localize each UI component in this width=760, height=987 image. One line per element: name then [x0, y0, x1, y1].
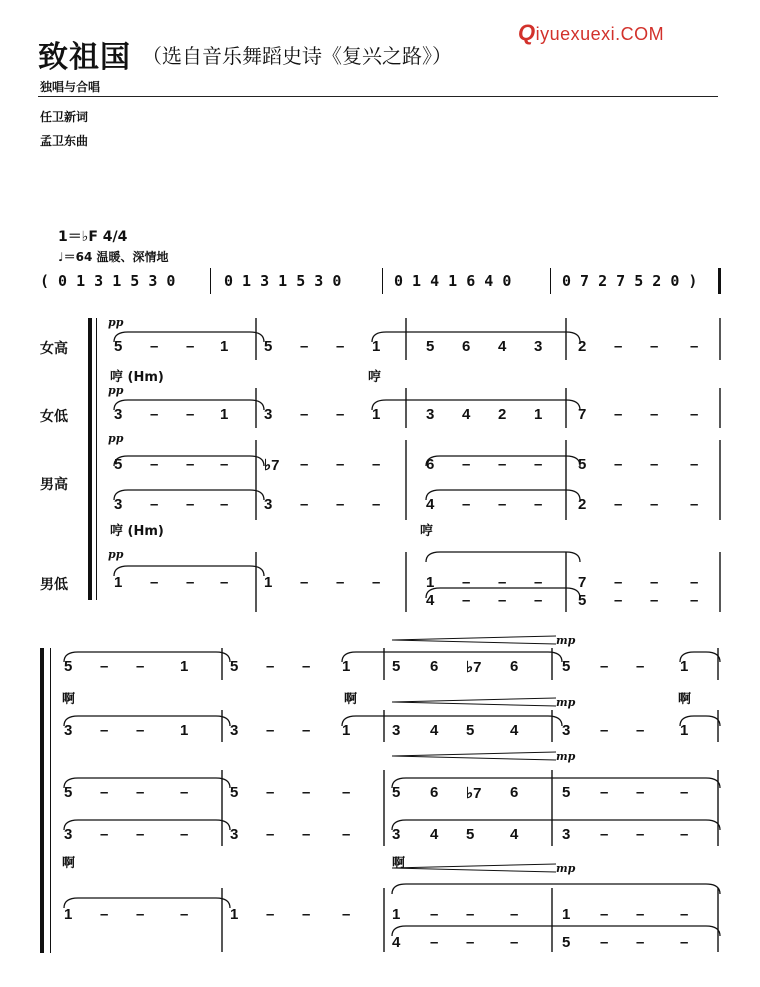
- tempo-marking: ♩＝64 温暖、深情地: [58, 250, 169, 264]
- intro-measure: ( 0 1 3 1 5 3 0: [40, 272, 176, 290]
- note: –: [302, 784, 311, 801]
- note: –: [186, 338, 195, 355]
- note: –: [180, 906, 189, 923]
- note: 4: [498, 338, 507, 355]
- note: 3: [264, 406, 273, 423]
- note: 1: [180, 658, 189, 675]
- key-signature: 1＝♭F 4/4: [58, 229, 128, 245]
- note: –: [300, 338, 309, 355]
- note: –: [690, 496, 699, 513]
- note: 4: [510, 826, 519, 843]
- tie-slur: [64, 652, 230, 662]
- note: –: [342, 906, 351, 923]
- note: 1: [392, 906, 401, 923]
- note: –: [498, 496, 507, 513]
- note: –: [302, 906, 311, 923]
- note: –: [462, 456, 471, 473]
- note: –: [136, 784, 145, 801]
- note: 1: [342, 722, 351, 739]
- note: –: [600, 722, 609, 739]
- intro-measure: 0 7 2 7 5 2 0 ): [562, 272, 698, 290]
- note: 3: [264, 496, 273, 513]
- note: 3: [230, 722, 239, 739]
- note: –: [430, 934, 439, 951]
- crescendo-hairpin: [392, 640, 556, 644]
- note: –: [650, 338, 659, 355]
- note: 5: [578, 592, 587, 609]
- tie-slur: [342, 652, 562, 662]
- note: –: [636, 826, 645, 843]
- note: –: [680, 784, 689, 801]
- note: –: [372, 574, 381, 591]
- tie-slur: [426, 552, 580, 562]
- part-label-alto: 女低: [40, 409, 68, 425]
- note: –: [136, 722, 145, 739]
- note: 3: [392, 722, 401, 739]
- note: –: [100, 784, 109, 801]
- note: ♭7: [466, 659, 482, 676]
- note: –: [498, 592, 507, 609]
- tie-slur: [64, 716, 230, 726]
- note: 4: [430, 826, 439, 843]
- note: 4: [426, 592, 435, 609]
- note: –: [180, 784, 189, 801]
- lyric-hm: 哼 (Hm): [110, 370, 164, 385]
- note: 4: [462, 406, 471, 423]
- note: 5: [114, 456, 123, 473]
- crescendo-hairpin: [392, 702, 556, 706]
- note: 6: [510, 784, 519, 801]
- tie-slur: [426, 490, 580, 500]
- note: –: [266, 906, 275, 923]
- lyric-ah: 啊: [62, 692, 76, 707]
- note: 5: [466, 722, 475, 739]
- note: –: [690, 338, 699, 355]
- note: 4: [392, 934, 401, 951]
- note: 5: [114, 338, 123, 355]
- tie-slur: [342, 716, 562, 726]
- lyric-ah: 啊: [62, 856, 76, 871]
- note: –: [300, 574, 309, 591]
- note: –: [342, 784, 351, 801]
- note: 5: [230, 658, 239, 675]
- note: 4: [426, 496, 435, 513]
- note: –: [680, 934, 689, 951]
- note: –: [150, 406, 159, 423]
- note: 1: [220, 338, 229, 355]
- tie-slur: [372, 400, 580, 410]
- note: –: [220, 574, 229, 591]
- tie-slur: [114, 490, 264, 500]
- note: 6: [430, 784, 439, 801]
- tie-slur: [114, 566, 264, 576]
- note: –: [150, 338, 159, 355]
- note: 5: [426, 338, 435, 355]
- lyric-ah: 啊: [678, 692, 692, 707]
- note: 5: [64, 784, 73, 801]
- watermark-logo: Q: [518, 20, 536, 45]
- note: –: [650, 496, 659, 513]
- lyric-hum: 哼: [420, 524, 434, 539]
- note: –: [600, 934, 609, 951]
- note: –: [220, 496, 229, 513]
- note: –: [462, 592, 471, 609]
- note: ♭7: [466, 785, 482, 802]
- note: –: [300, 496, 309, 513]
- note: 1: [534, 406, 543, 423]
- note: –: [636, 906, 645, 923]
- note: 1: [264, 574, 273, 591]
- note: 3: [114, 406, 123, 423]
- note: 5: [392, 784, 401, 801]
- lyric-hm: 哼 (Hm): [110, 524, 164, 539]
- dynamic-mark: mp: [556, 750, 576, 763]
- note: 6: [430, 658, 439, 675]
- lyric-hum: 哼: [368, 370, 382, 385]
- tie-slur: [426, 588, 580, 598]
- note: –: [680, 906, 689, 923]
- note: –: [266, 722, 275, 739]
- note: 5: [578, 456, 587, 473]
- note: –: [136, 826, 145, 843]
- note: 7: [578, 406, 587, 423]
- note: –: [636, 934, 645, 951]
- part-label-soprano: 女高: [40, 341, 68, 357]
- note: 5: [392, 658, 401, 675]
- note: –: [510, 934, 519, 951]
- note: –: [614, 592, 623, 609]
- note: –: [462, 574, 471, 591]
- note: –: [302, 722, 311, 739]
- dynamic-mark: mp: [556, 862, 576, 875]
- dynamic-mark: mp: [556, 634, 576, 647]
- tie-slur: [392, 820, 720, 830]
- note: –: [614, 338, 623, 355]
- note: 5: [264, 338, 273, 355]
- note: 3: [392, 826, 401, 843]
- note: 4: [510, 722, 519, 739]
- note: –: [650, 456, 659, 473]
- tie-slur: [680, 716, 720, 726]
- dynamic-mark: mp: [556, 696, 576, 709]
- part-label-bass: 男低: [40, 577, 68, 593]
- crescendo-hairpin: [392, 636, 556, 640]
- part-label-tenor: 男高: [40, 477, 68, 493]
- note: 6: [462, 338, 471, 355]
- note: 2: [578, 338, 587, 355]
- note: 3: [426, 406, 435, 423]
- note: –: [100, 906, 109, 923]
- note: 1: [230, 906, 239, 923]
- dynamic-mark: pp: [108, 548, 124, 561]
- note: –: [466, 906, 475, 923]
- note: 1: [342, 658, 351, 675]
- note: –: [534, 574, 543, 591]
- lyric-ah: 啊: [344, 692, 358, 707]
- dynamic-mark: pp: [108, 432, 124, 445]
- note: –: [600, 658, 609, 675]
- note: –: [100, 826, 109, 843]
- note: –: [534, 592, 543, 609]
- note: –: [100, 722, 109, 739]
- note: 6: [426, 456, 435, 473]
- note: –: [636, 658, 645, 675]
- note: –: [336, 456, 345, 473]
- note: –: [150, 496, 159, 513]
- note: –: [510, 906, 519, 923]
- note: 5: [562, 934, 571, 951]
- tie-slur: [114, 456, 264, 466]
- note: –: [186, 406, 195, 423]
- tie-slur: [64, 778, 230, 788]
- note: –: [498, 456, 507, 473]
- intro-measure: 0 1 3 1 5 3 0: [224, 272, 342, 290]
- tie-slur: [64, 898, 230, 908]
- note: –: [186, 574, 195, 591]
- note: –: [186, 496, 195, 513]
- note: –: [302, 826, 311, 843]
- note: 1: [220, 406, 229, 423]
- note: 2: [578, 496, 587, 513]
- note: –: [636, 722, 645, 739]
- note: 3: [562, 826, 571, 843]
- note: ♭7: [264, 457, 280, 474]
- note: –: [690, 592, 699, 609]
- note: –: [650, 592, 659, 609]
- note: 1: [372, 406, 381, 423]
- note: –: [186, 456, 195, 473]
- note: 5: [562, 658, 571, 675]
- composer-credit: 孟卫东曲: [40, 134, 89, 148]
- note: 5: [466, 826, 475, 843]
- note: –: [614, 456, 623, 473]
- tie-slur: [64, 820, 230, 830]
- note: –: [342, 826, 351, 843]
- note: –: [336, 574, 345, 591]
- dynamic-mark: pp: [108, 384, 124, 397]
- note: –: [462, 496, 471, 513]
- note: 1: [680, 658, 689, 675]
- note: 7: [578, 574, 587, 591]
- note: –: [614, 574, 623, 591]
- note: –: [336, 338, 345, 355]
- note: –: [650, 406, 659, 423]
- note: –: [466, 934, 475, 951]
- crescendo-hairpin: [392, 698, 556, 702]
- note: –: [614, 406, 623, 423]
- note: 3: [114, 496, 123, 513]
- note: 5: [230, 784, 239, 801]
- note: –: [266, 784, 275, 801]
- tie-slur: [114, 332, 264, 342]
- note: –: [372, 456, 381, 473]
- note: –: [600, 784, 609, 801]
- note: 3: [64, 722, 73, 739]
- crescendo-hairpin: [392, 864, 556, 868]
- note: –: [136, 658, 145, 675]
- note: 6: [510, 658, 519, 675]
- note: –: [150, 574, 159, 591]
- tie-slur: [392, 884, 720, 894]
- intro-measure: 0 1 4 1 6 4 0: [394, 272, 512, 290]
- note: –: [636, 784, 645, 801]
- tie-slur: [392, 926, 720, 936]
- note: 3: [562, 722, 571, 739]
- note: –: [690, 456, 699, 473]
- note: –: [498, 574, 507, 591]
- note: –: [372, 496, 381, 513]
- note: –: [600, 826, 609, 843]
- tie-slur: [680, 652, 720, 662]
- song-title: 致祖国: [38, 40, 131, 75]
- tie-slur: [426, 456, 580, 466]
- note: 3: [230, 826, 239, 843]
- note: 5: [64, 658, 73, 675]
- note: –: [650, 574, 659, 591]
- note: –: [336, 496, 345, 513]
- note: –: [150, 456, 159, 473]
- note: –: [266, 658, 275, 675]
- note: –: [690, 574, 699, 591]
- note: –: [600, 906, 609, 923]
- note: 4: [430, 722, 439, 739]
- note: –: [300, 406, 309, 423]
- note: 1: [426, 574, 435, 591]
- note: –: [266, 826, 275, 843]
- song-subtitle: （选自音乐舞蹈史诗《复兴之路》）: [142, 44, 452, 68]
- note: –: [180, 826, 189, 843]
- note: –: [534, 456, 543, 473]
- performance-form: 独唱与合唱: [40, 80, 101, 94]
- note: 1: [562, 906, 571, 923]
- note: 1: [64, 906, 73, 923]
- crescendo-hairpin: [392, 756, 556, 760]
- note: –: [136, 906, 145, 923]
- note: –: [534, 496, 543, 513]
- note: –: [430, 906, 439, 923]
- note: 5: [562, 784, 571, 801]
- note: –: [680, 826, 689, 843]
- note: 1: [180, 722, 189, 739]
- crescendo-hairpin: [392, 868, 556, 872]
- lyricist-credit: 任卫新词: [40, 110, 89, 124]
- note: –: [336, 406, 345, 423]
- dynamic-mark: pp: [108, 316, 124, 329]
- tie-slur: [372, 332, 580, 342]
- watermark-text: iyuexuexi.COM: [535, 24, 665, 44]
- note: 1: [372, 338, 381, 355]
- tie-slur: [392, 778, 720, 788]
- tie-slur: [114, 400, 264, 410]
- note: 3: [64, 826, 73, 843]
- note: –: [220, 456, 229, 473]
- crescendo-hairpin: [392, 752, 556, 756]
- note: 2: [498, 406, 507, 423]
- note: –: [300, 456, 309, 473]
- note: –: [614, 496, 623, 513]
- note: 1: [114, 574, 123, 591]
- note: 1: [680, 722, 689, 739]
- note: –: [302, 658, 311, 675]
- lyric-ah: 啊: [392, 856, 406, 871]
- note: –: [100, 658, 109, 675]
- note: –: [690, 406, 699, 423]
- note: 3: [534, 338, 543, 355]
